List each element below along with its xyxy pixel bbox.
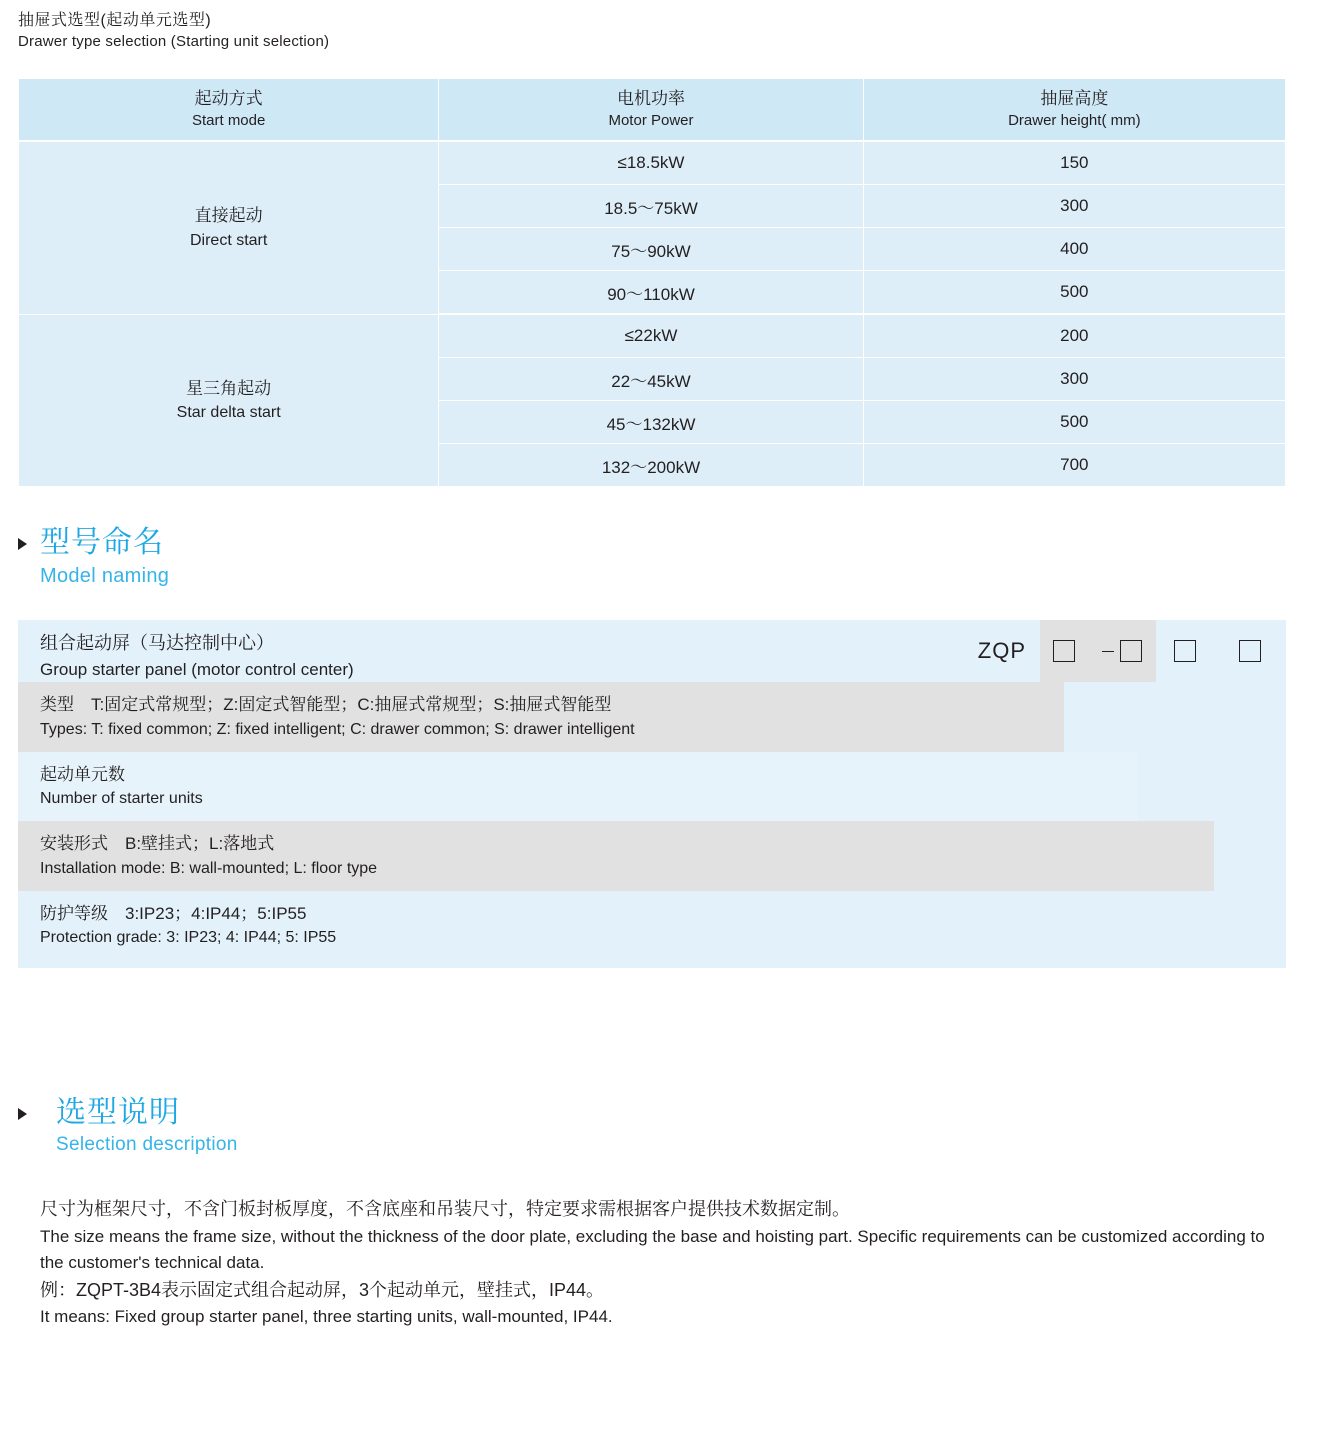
header-drawer-height <box>863 79 1285 142</box>
header-motor-power <box>439 79 863 142</box>
model-naming-heading-en: Model naming <box>40 564 170 587</box>
mode-star-delta-cn: 星三角起动 <box>186 378 272 398</box>
cell-power: ≤18.5kW <box>439 141 863 185</box>
cell-power: 90～110kW <box>439 271 863 315</box>
drawer-selection-caption <box>18 10 329 52</box>
selection-description-body <box>40 1196 1290 1331</box>
description-line: The size means the frame size, without the thickness of the door plate, excluding the base and hoisting part. Specific requirements can be customized according to the customer's technical data. <box>40 1226 1265 1273</box>
drawer-selection-table <box>18 78 1286 487</box>
triangle-right-icon <box>18 1108 27 1120</box>
cell-height: 150 <box>863 141 1285 185</box>
cell-mode-star-delta-start <box>19 314 439 487</box>
model-code-prefix: ZQP <box>977 638 1026 663</box>
header-start-mode-en: Start mode <box>191 111 266 129</box>
triangle-right-icon <box>18 538 27 550</box>
naming-row-protection <box>18 891 1286 957</box>
naming-product-en: Group starter panel (motor control center) <box>40 660 354 679</box>
cell-power: ≤22kW <box>439 314 863 358</box>
naming-row-product <box>18 620 1286 682</box>
header-drawer-height-cn: 抽屉高度 <box>1040 88 1109 108</box>
selection-description-heading-en: Selection description <box>56 1133 238 1155</box>
caption-en: Drawer type selection (Starting unit selection) <box>18 32 330 50</box>
naming-protection-cn: 防护等级 3:IP23；4:IP44；5:IP55 <box>40 903 307 923</box>
naming-row-install <box>18 821 1286 891</box>
naming-install-cn: 安装形式 B:壁挂式；L:落地式 <box>40 834 275 853</box>
header-start-mode <box>19 79 439 142</box>
mode-direct-en: Direct start <box>189 231 268 249</box>
selection-description-heading-cn: 选型说明 <box>56 1096 180 1129</box>
naming-product-cn: 组合起动屏（马达控制中心） <box>40 633 274 653</box>
description-line: 尺寸为框架尺寸，不含门板封板厚度，不含底座和吊装尺寸，特定要求需根据客户提供技术数据定制。 <box>40 1199 850 1219</box>
naming-types-en: Types: T: fixed common; Z: fixed intelligent; C: drawer common; S: drawer intelligent <box>40 720 635 738</box>
mode-direct-cn: 直接起动 <box>194 206 263 225</box>
header-motor-power-cn: 电机功率 <box>616 88 685 108</box>
naming-units-cn: 起动单元数 <box>40 764 125 784</box>
cell-power: 22～45kW <box>439 358 863 401</box>
cell-power: 45～132kW <box>439 401 863 444</box>
naming-types-cn: 类型 T:固定式常规型；Z:固定式智能型；C:抽屉式常规型；S:抽屉式智能型 <box>40 695 612 714</box>
naming-row-units <box>18 752 1286 822</box>
header-drawer-height-en: Drawer height( mm) <box>1008 111 1141 129</box>
table-row <box>19 141 1286 185</box>
drawer-selection-table-wrap <box>18 78 1286 487</box>
cell-height: 300 <box>863 358 1285 401</box>
cell-height: 400 <box>863 228 1285 271</box>
table-row <box>19 314 1286 358</box>
description-line: 例：ZQPT-3B4表示固定式组合起动屏，3个起动单元，壁挂式，IP44。 <box>40 1279 605 1300</box>
naming-protection-en: Protection grade: 3: IP23; 4: IP44; 5: IP55 <box>40 929 337 946</box>
naming-row-types <box>18 682 1286 752</box>
cell-height: 300 <box>863 185 1285 228</box>
mode-star-delta-en: Star delta start <box>176 404 281 421</box>
cell-height: 200 <box>863 314 1285 358</box>
cell-power: 75～90kW <box>439 228 863 271</box>
selection-description-heading <box>18 1094 238 1158</box>
cell-mode-direct-start <box>19 141 439 314</box>
description-line: It means: Fixed group starter panel, three starting units, wall-mounted, IP44. <box>40 1307 613 1327</box>
table-header-row <box>19 79 1286 142</box>
model-naming-heading <box>18 524 169 590</box>
cell-height: 500 <box>863 401 1285 444</box>
model-naming-heading-cn: 型号命名 <box>40 526 164 559</box>
naming-units-en: Number of starter units <box>40 790 203 807</box>
model-naming-panel <box>18 620 1286 968</box>
cell-height: 700 <box>863 444 1285 487</box>
cell-power: 18.5～75kW <box>439 185 863 228</box>
header-motor-power-en: Motor Power <box>608 111 694 129</box>
naming-install-en: Installation mode: B: wall-mounted; L: floor type <box>40 859 378 877</box>
header-start-mode-cn: 起动方式 <box>194 88 263 108</box>
cell-power: 132～200kW <box>439 444 863 487</box>
cell-height: 500 <box>863 271 1285 315</box>
caption-cn: 抽屉式选型(起动单元选型) <box>18 12 212 29</box>
